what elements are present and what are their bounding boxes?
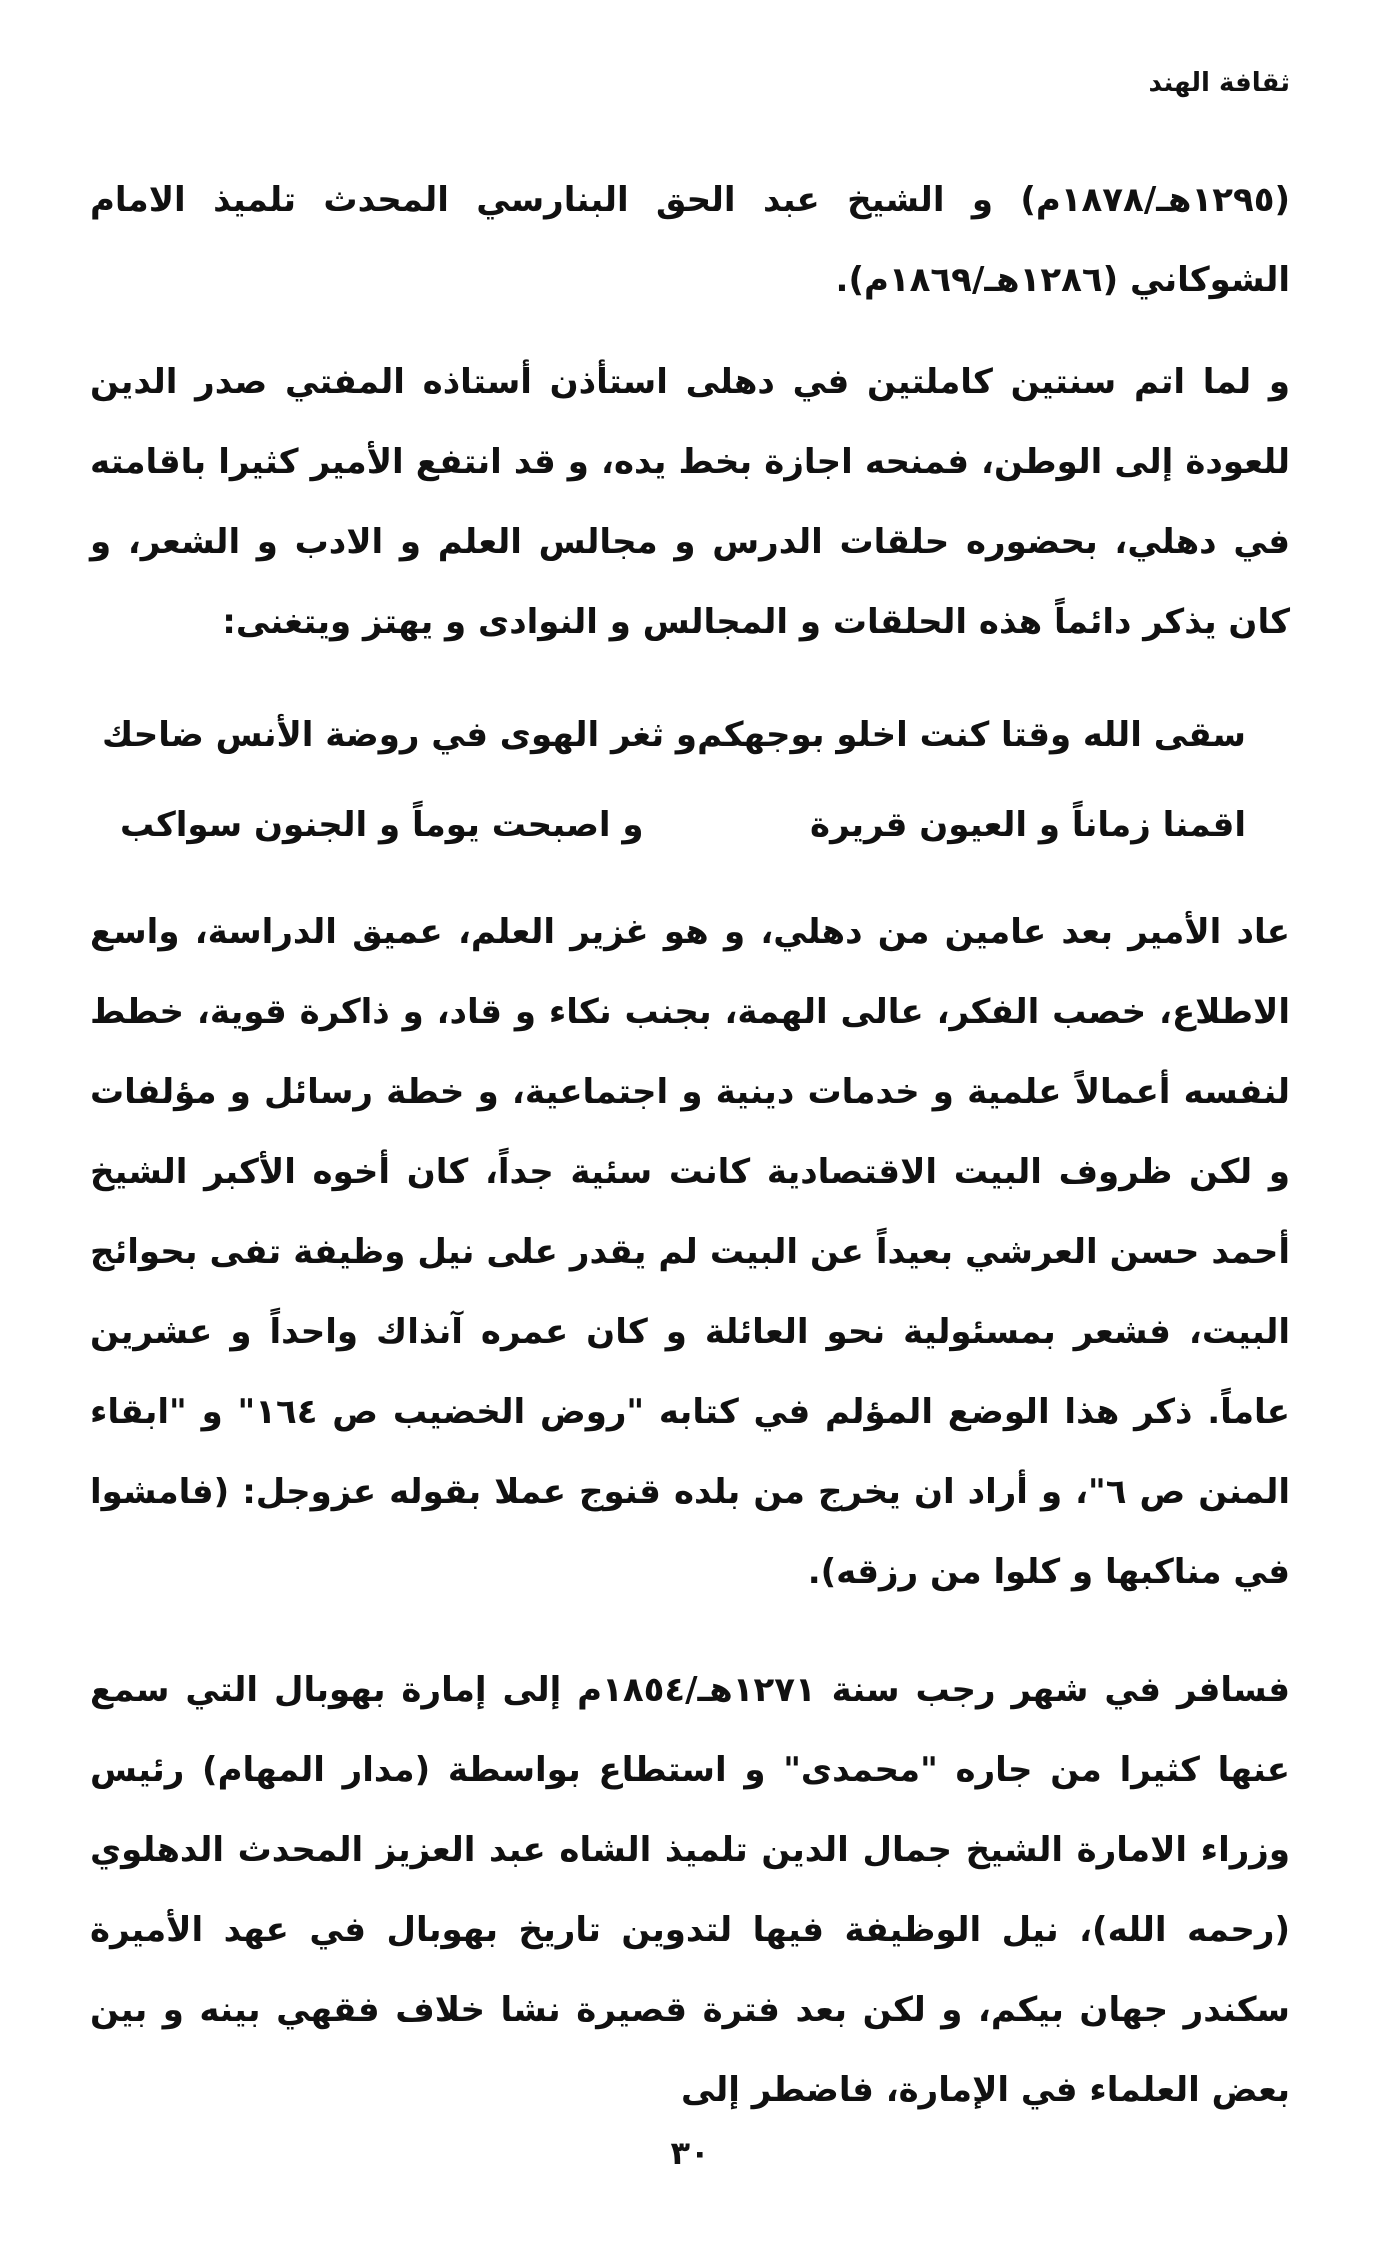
poem-block — [90, 690, 1290, 870]
poem-verse — [90, 690, 1290, 780]
poem-verse — [90, 780, 1290, 870]
verse-first-hemistich: اقمنا زماناً و العيون قريرة — [810, 805, 1246, 845]
page-body — [90, 160, 1290, 2130]
paragraph-4: فسافر في شهر رجب سنة ١٢٧١هـ/١٨٥٤م إلى إمارة بهوبال التي سمع عنها كثيرا من جاره "محمدى" و استطاع بواسطة (مدار المهام) رئيس وزراء الامارة الشيخ جمال الدين تلميذ الشاه عبد العزيز المحدث الدهلوي (رحمه الله)، نيل الوظيفة فيها لتدوين تاريخ بهوبال في عهد الأميرة سكندر جهان بيكم، و لكن بعد فترة قصيرة نشا خلاف فقهي بينه و بين بعض العلماء في الإمارة، فاضطر إلى — [90, 1670, 1290, 2110]
running-header-title: ثقافة الهند — [1148, 68, 1290, 98]
paragraph-3: عاد الأمير بعد عامين من دهلي، و هو غزير العلم، عميق الدراسة، واسع الاطلاع، خصب الفكر، عالى الهمة، بجنب نكاء و قاد، و ذاكرة قوية، خطط لنفسه أعمالاً علمية و خدمات دينية و اجتماعية، و خطة رسائل و مؤلفات و لكن ظروف البيت الاقتصادية كانت سئية جداً، كان أخوه الأكبر الشيخ أحمد حسن العرشي بعيداً عن البيت لم يقدر على نيل وظيفة تفى بحوائج البيت، فشعر بمسئولية نحو العائلة و كان عمره آنذاك واحداً و عشرين عاماً. ذكر هذا الوضع المؤلم في كتابه "روض الخضيب ص ١٦٤" و "ابقاء المنن ص ٦"، و أراد ان يخرج من بلده قنوج عملا بقوله عزوجل: (فامشوا في مناكبها و كلوا من رزقه). — [90, 912, 1290, 1592]
verse-second-hemistich: و ثغر الهوى في روضة الأنس ضاحك — [102, 715, 698, 755]
paragraph-1: (١٢٩٥هـ/١٨٧٨م) و الشيخ عبد الحق البنارسي المحدث تلميذ الامام الشوكاني (١٢٨٦هـ/١٨٦٩م). — [90, 180, 1290, 300]
paragraph-2: و لما اتم سنتين كاملتين في دهلى استأذن أستاذه المفتي صدر الدين للعودة إلى الوطن، فمنحه اجازة بخط يده، و قد انتفع الأمير كثيرا باقامته في دهلي، بحضوره حلقات الدرس و مجالس العلم و الادب و الشعر، و كان يذكر دائماً هذه الحلقات و المجالس و النوادى و يهتز ويتغنى: — [90, 362, 1290, 642]
page-number: ٣٠ — [670, 2134, 710, 2172]
verse-first-hemistich: سقى الله وقتا كنت اخلو بوجهكم — [697, 715, 1246, 755]
verse-second-hemistich: و اصبحت يوماً و الجنون سواكب — [120, 805, 644, 845]
